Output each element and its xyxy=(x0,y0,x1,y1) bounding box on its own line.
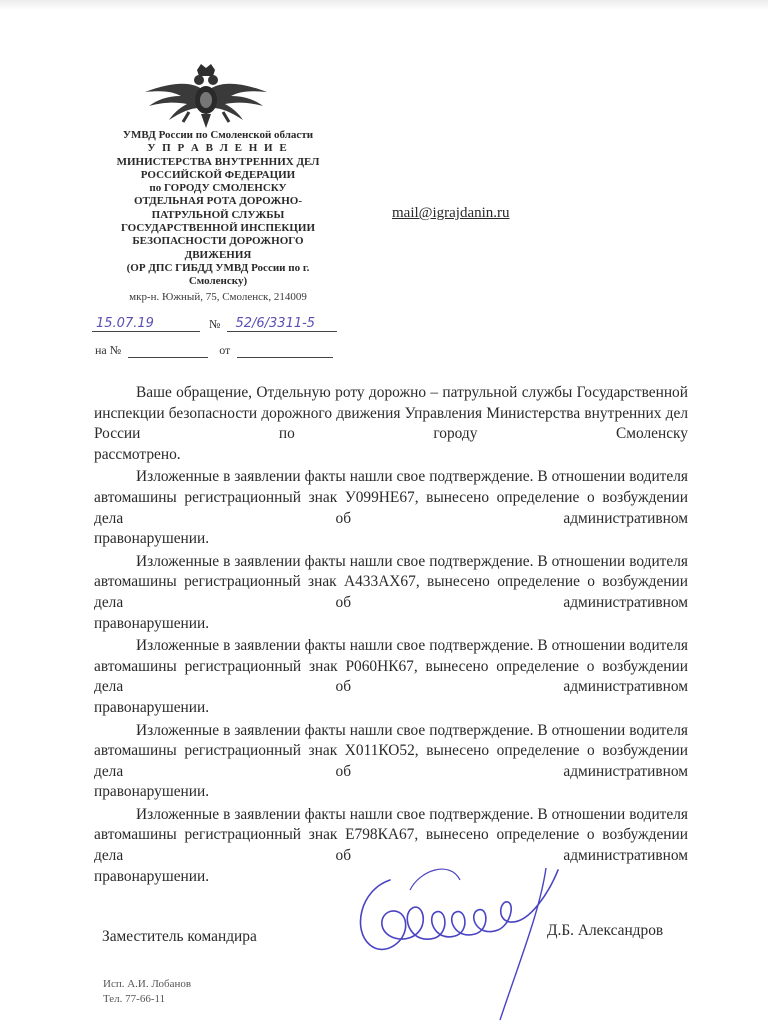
paragraph-last-line: правонарушении. xyxy=(94,530,210,548)
letterhead-line: ГОСУДАРСТВЕННОЙ ИНСПЕКЦИИ xyxy=(120,222,316,235)
reply-number-label: на № xyxy=(95,343,122,357)
intro-paragraph xyxy=(94,383,688,465)
recipient-email: mail@igrajdanin.ru xyxy=(392,205,510,221)
handwritten-number: 52/6/3311-5 xyxy=(235,316,316,331)
letterhead-line: БЕЗОПАСНОСТИ ДОРОЖНОГО xyxy=(132,235,304,248)
mvd-eagle-emblem-icon xyxy=(143,62,269,130)
finding-paragraph xyxy=(94,636,688,718)
paragraph-last-line: правонарушении. xyxy=(94,698,210,716)
letterhead-block xyxy=(78,129,358,304)
letterhead-line: ДВИЖЕНИЯ xyxy=(184,248,252,261)
paragraph-text: Ваше обращение, Отдельную роту дорожно – патрульной службы Государственной инспекции безопасности дорожного движения Управления Министерства внутренних дел России по городу Смоленску xyxy=(94,384,688,443)
letterhead-line: ПАТРУЛЬНОЙ СЛУЖБЫ xyxy=(151,208,285,221)
letterhead-line: У П Р А В Л Е Н И Е xyxy=(147,142,289,155)
scan-edge-shadow xyxy=(0,0,768,10)
executor-phone: Тел. 77-66-11 xyxy=(103,993,166,1005)
outgoing-registration xyxy=(92,317,337,332)
reply-registration xyxy=(95,343,333,358)
letterhead-line: РОССИЙСКОЙ ФЕДЕРАЦИИ xyxy=(140,168,296,181)
finding-paragraph xyxy=(94,552,688,634)
letterhead-line: УМВД России по Смоленской области xyxy=(122,129,314,141)
executor-block xyxy=(103,977,191,1007)
signatory-name: Д.Б. Александров xyxy=(547,922,664,939)
letterhead-line: ОТДЕЛЬНАЯ РОТА ДОРОЖНО- xyxy=(133,195,303,208)
paragraph-last-line: рассмотрено. xyxy=(94,445,181,463)
paragraph-last-line: правонарушении. xyxy=(94,614,210,632)
letter-body xyxy=(94,383,688,887)
reply-number-field xyxy=(128,345,208,358)
number-label: № xyxy=(209,317,221,331)
letterhead-address: мкр-н. Южный, 75, Смоленск, 214009 xyxy=(129,290,307,303)
paragraph-text: Изложенные в заявлении факты нашли свое подтверждение. В отношении водителя автомашины регистрационный знак У099НЕ67, вынесено определение о возбуждении дела об административном xyxy=(94,468,688,527)
paragraph-last-line: правонарушении. xyxy=(94,783,210,801)
paragraph-text: Изложенные в заявлении факты нашли свое подтверждение. В отношении водителя автомашины регистрационный знак А433АХ67, вынесено определение о возбуждении дела об административном xyxy=(94,552,688,611)
number-field xyxy=(227,316,337,332)
paragraph-text: Изложенные в заявлении факты нашли свое подтверждение. В отношении водителя автомашины регистрационный знак Р060НК67, вынесено определение о возбуждении дела об административном xyxy=(94,637,688,696)
signatory-title: Заместитель командира xyxy=(102,928,257,945)
paragraph-text: Изложенные в заявлении факты нашли свое подтверждение. В отношении водителя автомашины регистрационный знак Е798КА67, вынесено определение о возбуждении дела об административном xyxy=(94,805,688,865)
letterhead-line: по ГОРОДУ СМОЛЕНСКУ xyxy=(149,182,287,195)
handwritten-date: 15.07.19 xyxy=(96,316,154,331)
paragraph-last-line: правонарушении. xyxy=(94,867,210,885)
paragraph-text: Изложенные в заявлении факты нашли свое подтверждение. В отношении водителя автомашины регистрационный знак Х011КО52, вынесено определение о возбуждении дела об административном xyxy=(94,721,688,780)
letterhead-line: МИНИСТЕРСТВА ВНУТРЕННИХ ДЕЛ xyxy=(116,155,320,168)
executor-name: Исп. А.И. Лобанов xyxy=(103,978,192,990)
finding-paragraph xyxy=(94,467,688,549)
letterhead-line: Смоленску) xyxy=(188,275,248,288)
handwritten-signature xyxy=(350,850,570,1024)
date-field xyxy=(92,316,200,332)
reply-date-field xyxy=(237,345,333,358)
letterhead-line: (ОР ДПС ГИБДД УМВД России по г. xyxy=(126,261,310,274)
finding-paragraph xyxy=(94,721,688,803)
reply-from-label: от xyxy=(219,343,231,357)
